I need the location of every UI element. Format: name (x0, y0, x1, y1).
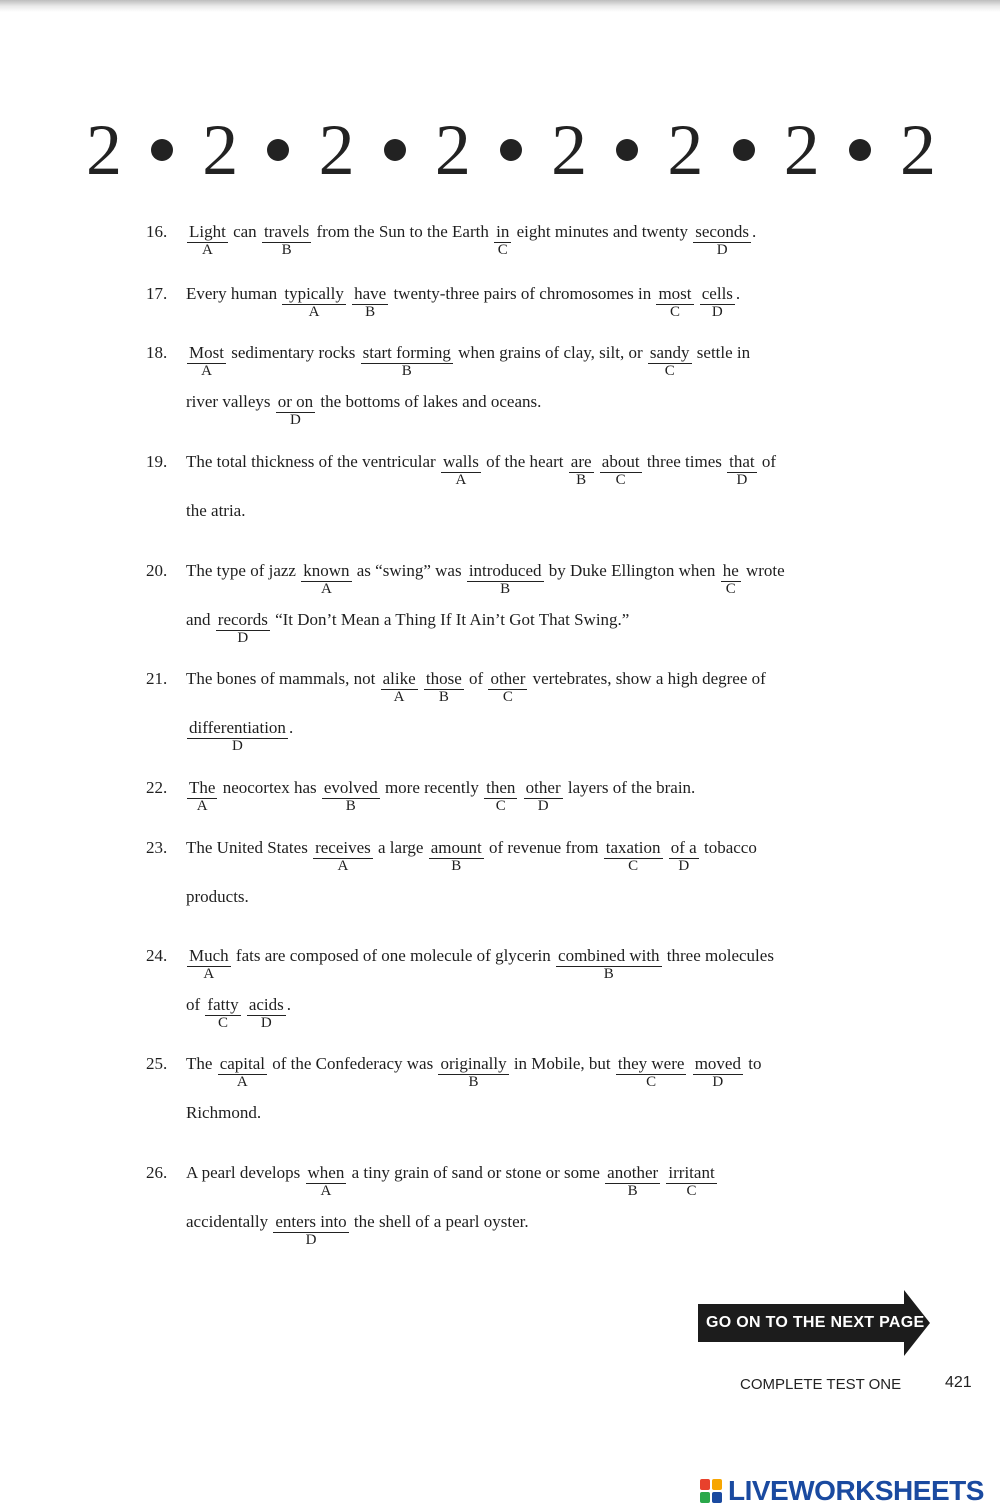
plain-text: The type of jazz (186, 561, 301, 580)
underlined-option (301, 561, 351, 597)
plain-text (419, 669, 423, 688)
plain-text: The (186, 1054, 217, 1073)
plain-text: more recently (380, 778, 484, 797)
underlined-option (218, 1054, 267, 1090)
option-letter: C (495, 798, 506, 814)
option-text: taxation (605, 838, 661, 857)
option-letter: B (345, 798, 356, 814)
option-text: capital (219, 1054, 265, 1073)
option-letter: A (320, 1183, 332, 1199)
option-text: that (729, 452, 755, 471)
option-letter: D (716, 242, 728, 258)
option-text: enters into (275, 1212, 347, 1231)
option-text: most (658, 284, 692, 303)
option-text: receives (315, 838, 371, 857)
underlined-option (247, 995, 286, 1031)
option-text: are (570, 452, 592, 471)
option-text: when (307, 1163, 345, 1182)
question-number: 24. (146, 946, 168, 965)
option-text: other (525, 778, 561, 797)
bullet-dot (151, 139, 173, 161)
plain-text (661, 1163, 665, 1182)
option-text: introduced (468, 561, 542, 580)
plain-text: A pearl develops (186, 1163, 305, 1182)
option-letter: B (500, 581, 511, 597)
question-text-line (186, 718, 294, 754)
plain-text (664, 838, 668, 857)
question-text-line (186, 501, 245, 521)
option-letter: B (438, 689, 449, 705)
underlined-option (604, 838, 663, 874)
plain-text: vertebrates, show a high degree of (528, 669, 766, 688)
option-letter: A (393, 689, 405, 705)
option-text: in (496, 222, 510, 241)
option-text: alike (382, 669, 416, 688)
option-text: acids (248, 995, 284, 1014)
option-letter: D (678, 858, 690, 874)
option-text: Most (189, 343, 224, 362)
underlined-option (666, 1163, 716, 1199)
underlined-option (648, 343, 692, 379)
option-letter: C (686, 1183, 697, 1199)
option-text: walls (442, 452, 479, 471)
logo-square (712, 1479, 722, 1490)
option-text: cells (701, 284, 733, 303)
option-text: start forming (362, 343, 451, 362)
underlined-option (467, 561, 544, 597)
option-text: originally (440, 1054, 507, 1073)
question-text-line (186, 838, 757, 874)
question-text-line (186, 1054, 762, 1090)
option-letter: C (628, 858, 639, 874)
question-text-line (186, 1163, 718, 1199)
option-letter: C (725, 581, 736, 597)
plain-text: and (186, 610, 215, 629)
option-text: seconds (695, 222, 750, 241)
underlined-option (727, 452, 757, 488)
plain-text: three times (642, 452, 727, 471)
underlined-option (306, 1163, 347, 1199)
underlined-option (361, 343, 453, 379)
question-number: 17. (146, 284, 168, 303)
plain-text: the shell of a pearl oyster. (349, 1212, 529, 1231)
underlined-option (381, 669, 418, 705)
option-letter: C (217, 1015, 228, 1031)
underlined-option (187, 343, 226, 379)
plain-text: a tiny grain of sand or stone or some (347, 1163, 605, 1182)
plain-text: in Mobile, but (509, 1054, 615, 1073)
option-text: evolved (323, 778, 378, 797)
question-number: 23. (146, 838, 168, 857)
question-text-line (186, 343, 751, 379)
option-text: differentiation (189, 718, 286, 737)
underlined-option (569, 452, 594, 488)
option-text: of a (670, 838, 697, 857)
option-letter: B (401, 363, 412, 379)
option-letter: D (711, 304, 723, 320)
plain-text: Richmond. (186, 1103, 262, 1122)
page-number: 421 (945, 1374, 972, 1391)
option-text: amount (430, 838, 482, 857)
underlined-option (273, 1212, 348, 1248)
option-text: then (486, 778, 516, 797)
underlined-option (352, 284, 388, 320)
plain-text: can (228, 222, 261, 241)
plain-text (595, 452, 599, 471)
plain-text: tobacco (699, 838, 757, 857)
option-text: fatty (207, 995, 239, 1014)
option-text: or on (277, 392, 314, 411)
plain-text: The United States (186, 838, 313, 857)
option-text: they were (617, 1054, 685, 1073)
plain-text: settle in (692, 343, 751, 362)
plain-text (518, 778, 522, 797)
section-number: 2 (202, 110, 239, 190)
plain-text: fats are composed of one molecule of glycerin (231, 946, 556, 965)
option-letter: A (308, 304, 320, 320)
option-letter: D (237, 630, 249, 646)
go-on-next-page-sign (698, 1290, 930, 1356)
option-letter: B (468, 1074, 479, 1090)
option-text: about (601, 452, 640, 471)
section-banner (86, 110, 936, 190)
bullet-dot (500, 139, 522, 161)
plain-text: layers of the brain. (563, 778, 696, 797)
underlined-option (656, 284, 693, 320)
underlined-option (605, 1163, 660, 1199)
option-text: Much (189, 946, 229, 965)
plain-text (695, 284, 699, 303)
underlined-option (438, 1054, 508, 1090)
underlined-option (700, 284, 735, 320)
underlined-option (441, 452, 481, 488)
logo-square (712, 1492, 722, 1503)
brand-name: LIVEWORKSHEETS (728, 1475, 984, 1506)
underlined-option (262, 222, 311, 258)
plain-text: Every human (186, 284, 282, 303)
bullet-dot (849, 139, 871, 161)
question-number: 21. (146, 669, 168, 688)
question-text-line (186, 561, 785, 597)
liveworksheets-logo (700, 1476, 984, 1506)
option-letter: A (203, 966, 215, 982)
option-text: Light (189, 222, 226, 241)
plain-text: . (735, 284, 741, 303)
section-number: 2 (783, 110, 820, 190)
footer-test-title: COMPLETE TEST ONE (740, 1376, 902, 1393)
bullet-dot (384, 139, 406, 161)
option-letter: D (232, 738, 243, 754)
option-letter: C (664, 363, 675, 379)
plain-text (242, 995, 246, 1014)
question-text-line (186, 392, 542, 428)
option-text: another (607, 1163, 659, 1182)
bullet-dot (733, 139, 755, 161)
plain-text: . (286, 995, 292, 1014)
underlined-option (600, 452, 642, 488)
question-number: 22. (146, 778, 168, 797)
underlined-option (205, 995, 240, 1031)
plain-text: of the Confederacy was (268, 1054, 438, 1073)
plain-text: of (757, 452, 777, 471)
plain-text: . (288, 718, 294, 737)
underlined-option (216, 610, 270, 646)
option-letter: A (201, 363, 212, 379)
plain-text: . (752, 222, 757, 241)
option-letter: B (281, 242, 292, 258)
plain-text: The total thickness of the ventricular (186, 452, 440, 471)
question-number: 19. (146, 452, 168, 471)
plain-text: a large (373, 838, 428, 857)
option-letter: B (451, 858, 462, 874)
plain-text: eight minutes and twenty (512, 222, 693, 241)
option-letter: D (260, 1015, 272, 1031)
question-number: 20. (146, 561, 168, 580)
question-number: 18. (146, 343, 168, 362)
option-letter: A (337, 858, 349, 874)
section-number: 2 (667, 110, 704, 190)
plain-text: three molecules (662, 946, 774, 965)
section-number: 2 (551, 110, 588, 190)
liveworksheets-icon (700, 1479, 722, 1503)
option-letter: A (236, 1074, 248, 1090)
plain-text: when grains of clay, silt, or (453, 343, 647, 362)
section-number: 2 (318, 110, 355, 190)
option-letter: B (603, 966, 614, 982)
underlined-option (276, 392, 315, 428)
option-letter: B (365, 304, 376, 320)
option-text: irritant (668, 1163, 715, 1182)
underlined-option (484, 778, 517, 814)
option-letter: D (537, 798, 549, 814)
underlined-option (187, 718, 288, 754)
plain-text: the bottoms of lakes and oceans. (316, 392, 542, 411)
section-number: 2 (434, 110, 471, 190)
logo-square (700, 1479, 710, 1490)
option-letter: D (736, 472, 748, 488)
underlined-option (187, 946, 231, 982)
option-letter: C (669, 304, 680, 320)
underlined-option (282, 284, 345, 320)
question-text-line (186, 222, 757, 258)
underlined-option (616, 1054, 687, 1090)
underlined-option (669, 838, 699, 874)
next-page-label: GO ON TO THE NEXT PAGE (706, 1314, 925, 1331)
option-text: moved (694, 1054, 741, 1073)
option-text: records (217, 610, 268, 629)
option-letter: D (290, 412, 301, 428)
plain-text: of revenue from (484, 838, 603, 857)
option-letter: A (320, 581, 332, 597)
plain-text: to (743, 1054, 762, 1073)
plain-text: by Duke Ellington when (544, 561, 720, 580)
underlined-option (524, 778, 563, 814)
option-text: combined with (558, 946, 660, 965)
plain-text: from the Sun to the Earth (312, 222, 494, 241)
underlined-option (187, 778, 217, 814)
option-letter: A (196, 798, 208, 814)
underlined-option (488, 669, 527, 705)
underlined-option (322, 778, 380, 814)
question-text-line (186, 995, 292, 1031)
plain-text (347, 284, 351, 303)
question-text-line (186, 887, 249, 907)
plain-text: “It Don’t Mean a Thing If It Ain’t Got That Swing.” (270, 610, 630, 629)
option-text: known (303, 561, 350, 580)
underlined-option (556, 946, 662, 982)
question-number: 16. (146, 222, 168, 241)
option-letter: D (712, 1074, 724, 1090)
bullet-dot (616, 139, 638, 161)
plain-text: sedimentary rocks (226, 343, 360, 362)
section-number: 2 (899, 110, 936, 190)
question-text-line (186, 1103, 261, 1123)
option-letter: B (627, 1183, 638, 1199)
question-text-line (186, 778, 696, 814)
plain-text: products. (186, 887, 249, 906)
bullet-dot (267, 139, 289, 161)
plain-text: twenty-three pairs of chromosomes in (389, 284, 656, 303)
plain-text: accidentally (186, 1212, 273, 1231)
plain-text: of the heart (481, 452, 568, 471)
option-letter: B (576, 472, 587, 488)
scan-edge (0, 0, 1000, 12)
option-text: typically (284, 284, 344, 303)
option-letter: A (455, 472, 467, 488)
underlined-option (429, 838, 484, 874)
plain-text: the atria. (186, 501, 246, 520)
option-text: have (354, 284, 387, 303)
plain-text: of (186, 995, 205, 1014)
question-text-line (186, 452, 777, 488)
question-text-line (186, 1212, 529, 1248)
underlined-option (187, 222, 228, 258)
underlined-option (693, 1054, 743, 1090)
section-number: 2 (86, 110, 122, 190)
option-text: sandy (649, 343, 690, 362)
option-letter: D (305, 1232, 317, 1248)
plain-text (687, 1054, 691, 1073)
plain-text: neocortex has (218, 778, 321, 797)
plain-text: of (464, 669, 488, 688)
question-number: 26. (146, 1163, 168, 1182)
plain-text: wrote (741, 561, 785, 580)
underlined-option (424, 669, 464, 705)
option-letter: C (497, 242, 508, 258)
option-letter: C (502, 689, 513, 705)
question-text-line (186, 669, 766, 705)
plain-text: The bones of mammals, not (186, 669, 380, 688)
option-text: other (490, 669, 526, 688)
underlined-option (313, 838, 373, 874)
option-letter: A (202, 242, 213, 258)
option-letter: C (615, 472, 626, 488)
underlined-option (494, 222, 511, 258)
underlined-option (721, 561, 741, 597)
option-text: those (425, 669, 462, 688)
question-text-line (186, 610, 630, 646)
question-text-line (186, 284, 741, 320)
underlined-option (693, 222, 751, 258)
option-text: he (722, 561, 739, 580)
plain-text: river valleys (186, 392, 275, 411)
question-number: 25. (146, 1054, 168, 1073)
question-text-line (186, 946, 774, 982)
option-text: The (189, 778, 216, 797)
option-letter: C (646, 1074, 657, 1090)
plain-text: as “swing” was (352, 561, 466, 580)
logo-square (700, 1492, 710, 1503)
option-text: travels (263, 222, 310, 241)
